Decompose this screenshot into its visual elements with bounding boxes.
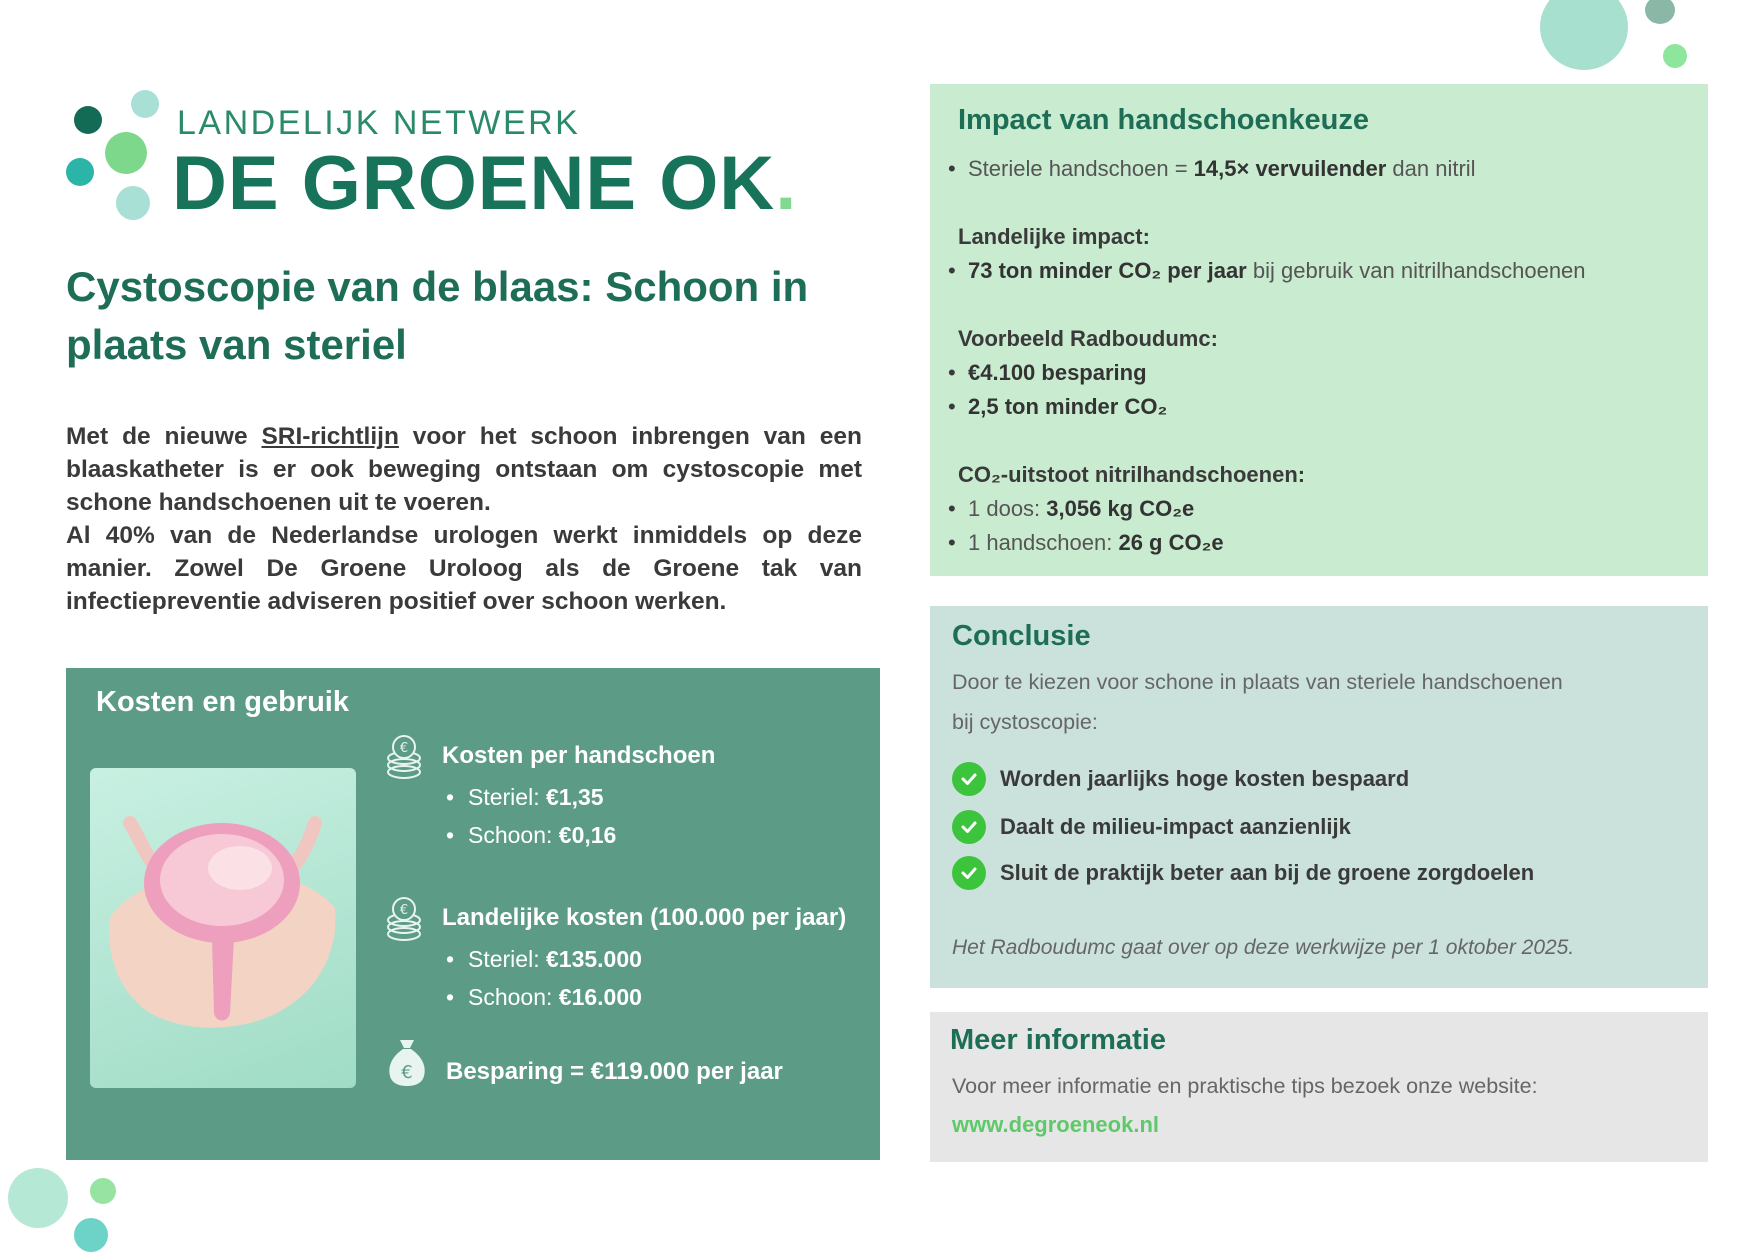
list-item: • €4.100 besparing [930, 356, 1167, 390]
conclusie-panel [930, 606, 1708, 988]
meer-informatie-panel [930, 1012, 1708, 1162]
svg-text:€: € [401, 1062, 413, 1083]
list-item: • 1 handschoen: 26 g CO₂e [930, 526, 1224, 560]
list-item: • 73 ton minder CO₂ per jaar bij gebruik van nitrilhandschoenen [930, 254, 1586, 288]
meer-heading: Meer informatie [950, 1024, 1166, 1056]
kosten-heading: Kosten en gebruik [96, 686, 349, 718]
check-item: Worden jaarlijks hoge kosten bespaard [952, 762, 1409, 796]
decor-dot [1645, 0, 1675, 24]
check-icon [952, 810, 986, 844]
bladder-illustration [90, 768, 356, 1088]
logo-dot [116, 186, 150, 220]
decor-dot [1663, 44, 1687, 68]
svg-text:€: € [399, 903, 409, 918]
list-item: • Steriel: €1,35 [442, 778, 715, 816]
landelijke-impact-list [930, 254, 1586, 288]
list-item: • 1 doos: 3,056 kg CO₂e [930, 492, 1224, 526]
besparing-text: Besparing = €119.000 per jaar [446, 1058, 783, 1085]
check-item: Daalt de milieu-impact aanzienlijk [952, 810, 1351, 844]
decor-dot [74, 1218, 108, 1252]
check-item: Sluit de praktijk beter aan bij de groene zorgdoelen [952, 856, 1534, 890]
conclusie-text: Door te kiezen voor schone in plaats van steriele handschoenen bij cystoscopie: [952, 670, 1563, 734]
uitstoot-list [930, 492, 1224, 560]
check-icon [952, 856, 986, 890]
money-bag-icon [386, 1036, 428, 1093]
sri-richtlijn-link[interactable]: SRI-richtlijn [261, 423, 399, 450]
bladder-hands-image [90, 768, 356, 1088]
decor-dot [8, 1168, 68, 1228]
logo-dot [74, 106, 102, 134]
logo-title: DE GROENE OK. [172, 141, 798, 226]
website-link[interactable]: www.degroeneok.nl [952, 1112, 1159, 1137]
logo-dot [66, 158, 94, 186]
impact-heading: Impact van handschoenkeuze [958, 104, 1369, 136]
logo-dot [105, 132, 147, 174]
radboud-list [930, 356, 1167, 424]
list-item: • Schoon: €16.000 [442, 978, 846, 1016]
logo-subtitle: LANDELIJK NETWERK [177, 104, 581, 142]
meer-text: Voor meer informatie en praktische tips bezoek onze website: [952, 1074, 1538, 1098]
kosten-per-handschoen [442, 742, 715, 854]
svg-text:€: € [399, 741, 409, 756]
list-item: • Steriel: €135.000 [442, 940, 846, 978]
coins-icon [384, 734, 424, 785]
intro-text: Met de nieuwe SRI-richtlijn voor het schoon inbrengen van een blaaskatheter is er ook beweging ontstaan om cystoscopie met schone handschoenen uit te voeren. Al 40% van de Nederlandse urologen werkt inmiddels op deze manier. Zowel De Groene Uroloog als de Groene tak van infectiepreventie adviseren positief over schoon werken. [66, 423, 862, 615]
decor-dot [1540, 0, 1628, 70]
list-item: • 2,5 ton minder CO₂ [930, 390, 1167, 424]
kosten-section [66, 668, 880, 1160]
decor-dot [90, 1178, 116, 1204]
list-item: • Steriele handschoen = 14,5× vervuilender dan nitril [930, 152, 1476, 186]
check-icon [952, 762, 986, 796]
impact-panel [930, 84, 1708, 576]
landelijke-kosten [442, 904, 846, 1016]
conclusie-heading: Conclusie [952, 620, 1091, 652]
conclusie-note: Het Radboudumc gaat over op deze werkwijze per 1 oktober 2025. [952, 936, 1575, 959]
page-title: Cystoscopie van de blaas: Schoon in plaats van steriel [66, 263, 809, 368]
landelijke-impact-label: Landelijke impact: [958, 224, 1150, 249]
landelijke-kosten-heading: Landelijke kosten (100.000 per jaar) [442, 904, 847, 931]
logo-dot [131, 90, 159, 118]
kosten-per-handschoen-heading: Kosten per handschoen [442, 742, 716, 769]
list-item: • Schoon: €0,16 [442, 816, 715, 854]
uitstoot-label: CO₂-uitstoot nitrilhandschoenen: [958, 462, 1306, 487]
radboud-label: Voorbeeld Radboudumc: [958, 326, 1218, 351]
impact-list [930, 152, 1476, 186]
coins-icon [384, 896, 424, 947]
